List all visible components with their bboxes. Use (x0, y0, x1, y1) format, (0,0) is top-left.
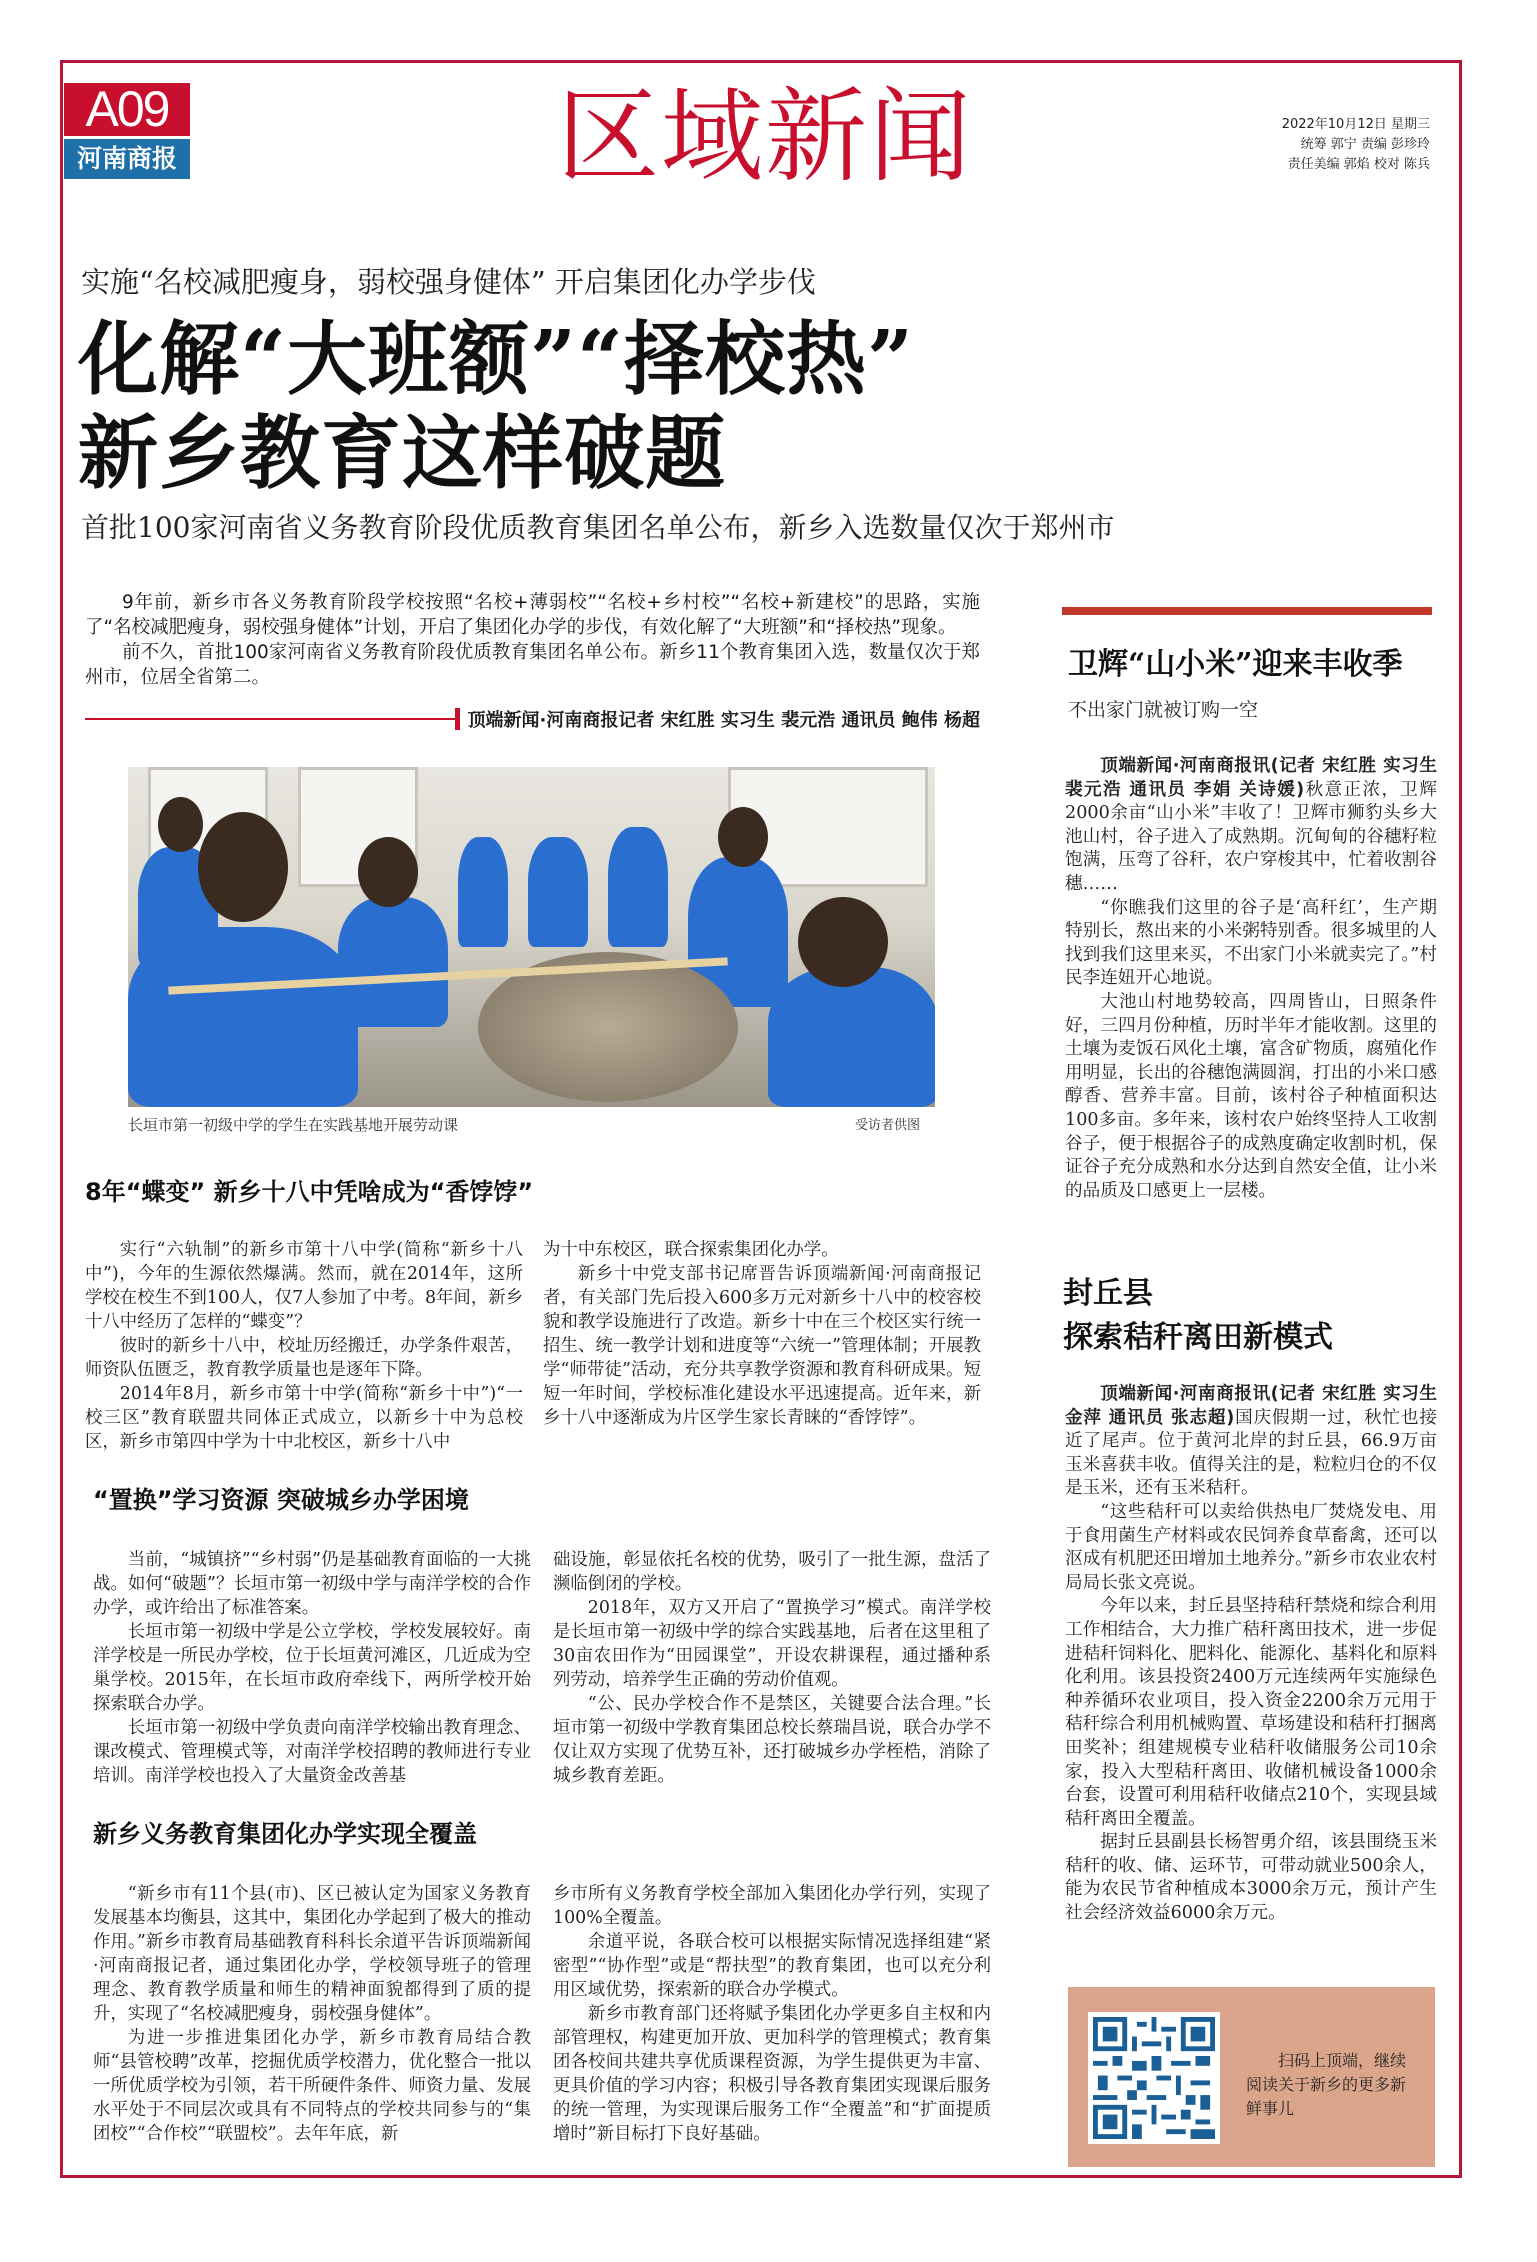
byline: 顶端新闻·河南商报记者 宋红胜 实习生 裴元浩 通讯员 鲍伟 杨超 (467, 710, 980, 731)
photo-student-head (798, 897, 888, 987)
sidebar-story-body (1065, 1383, 1437, 1926)
photo-student (608, 827, 668, 947)
article-column (93, 1882, 531, 2146)
photo-student (338, 897, 448, 1027)
sidebar-story-subtitle: 不出家门就被订购一空 (1068, 699, 1259, 721)
lead-deck: 首批100家河南省义务教育阶段优质教育集团名单公布，新乡入选数量仅次于郑州市 (81, 511, 1115, 544)
paragraph: 长垣市第一初级中学是公立学校，学校发展较好。南洋学校是一所民办学校，位于长垣黄河滩区，几近成为空巢学校。2015年，在长垣市政府牵线下，两所学校开始探索联合办学。 (93, 1622, 531, 1714)
editor-credits: 统筹 郭宁 责编 彭珍玲 (1300, 137, 1430, 152)
section-title: 区域新闻 (557, 78, 973, 197)
lead-intro (85, 590, 980, 690)
qr-code-icon[interactable] (1088, 2012, 1220, 2144)
paragraph: “新乡市有11个县(市)、区已被认定为国家义务教育发展基本均衡县，这其中，集团化办学起到了极大的推动作用。”新乡市教育局基础教育科科长余道平告诉顶端新闻·河南商报记者，通过集团化办学，学校领导班子的管理理念、教育教学质量和师生的精神面貌都得到了质的提升，实现了“名校减肥瘦身，弱校强身健体”。 (93, 1884, 531, 2024)
paragraph: 彼时的新乡十八中，校址历经搬迁，办学条件艰苦，师资队伍匮乏，教育教学质量也是逐年下降。 (85, 1336, 523, 1380)
paragraph: “公、民办学校合作不是禁区，关键要合法合理。”长垣市第一初级中学教育集团总校长蔡瑞昌说，联合办学不仅让双方实现了优势互补，还打破城乡办学桎梏，消除了城乡教育差距。 (553, 1694, 991, 1786)
article-column (85, 1238, 523, 1454)
byline-rule (85, 718, 455, 720)
photo-caption: 长垣市第一初级中学的学生在实践基地开展劳动课 (128, 1116, 459, 1134)
page-number: A09 (64, 83, 190, 136)
photo-student (528, 837, 588, 947)
qr-code-graphic (1093, 2017, 1215, 2139)
byline-marker (455, 708, 460, 730)
headline-line-1: 化解“大班额”“择校热” (78, 312, 915, 406)
article-column (543, 1238, 981, 1430)
paragraph: 础设施，彰显依托名校的优势，吸引了一批生源，盘活了濒临倒闭的学校。 (553, 1550, 991, 1594)
paragraph: 长垣市第一初级中学负责向南洋学校输出教育理念、课改模式、管理模式等，对南洋学校招聘的教师进行专业培训。南洋学校也投入了大量资金改善基 (93, 1718, 531, 1786)
paragraph: 2014年8月，新乡市第十中学(简称“新乡十中”)“一校三区”教育联盟共同体正式成立，以新乡十中为总校区，新乡市第四中学为十中北校区，新乡十八中 (85, 1384, 523, 1452)
photo-student-head (718, 807, 768, 867)
photo-student (458, 837, 508, 947)
edition-meta (1230, 115, 1430, 175)
paragraph: 新乡十中党支部书记席晋告诉顶端新闻·河南商报记者，有关部门先后投入600多万元对新乡十八中的校容校貌和教学设施进行了改造。新乡十中在三个校区实行统一招生、统一教学计划和进度等“六统一”管理体制；开展教学“师带徒”活动，充分共享教学资源和教育科研成果。短短一年时间，学校标准化建设水平迅速提高。近年来，新乡十八中逐渐成为片区学生家长青睐的“香饽饽”。 (543, 1264, 981, 1428)
byline-row (85, 706, 980, 732)
paragraph: 为十中东校区，联合探索集团化办学。 (543, 1240, 839, 1260)
paragraph: 大池山村地势较高，四周皆山，日照条件好，三四月份种植，历时半年才能收割。这里的土壤为麦饭石风化土壤，富含矿物质，腐殖化作用明显，长出的谷穗饱满圆润，打出的小米口感醇香、营养丰富。目前，该村谷子种植面积达100多亩。多年来，该村农户始终坚持人工收割谷子，便于根据谷子的成熟度确定收割时机，保证谷子充分成熟和水分达到自然安全值，让小米的品质及口感更上一层楼。 (1065, 991, 1437, 1201)
qr-promo (1068, 1987, 1435, 2167)
intro-paragraph: 前不久，首批100家河南省义务教育阶段优质教育集团名单公布。新乡11个教育集团入选，数量仅次于郑州市，位居全省第二。 (85, 642, 980, 688)
sidebar-story-title: 卫辉“山小米”迎来丰收季 (1068, 647, 1403, 682)
issue-date: 2022年10月12日 星期三 (1281, 117, 1430, 132)
paragraph: 当前，“城镇挤”“乡村弱”仍是基础教育面临的一大挑战。如何“破题”？长垣市第一初级中学与南洋学校的合作办学，或许给出了标准答案。 (93, 1550, 531, 1618)
paragraph: 今年以来，封丘县坚持秸秆禁烧和综合利用工作相结合，大力推广秸秆离田技术，进一步促进秸秆饲料化、肥料化、能源化、基料化和原料化利用。该县投资2400万元连续两年实施绿色种养循环农业项目，投入资金2200余万元用于秸秆综合利用机械购置、草场建设和秸秆打捆离田奖补；组建规模专业秸秆收储服务公司10余家，投入大型秸秆离田、收储机械设备1000余台套，设置可利用秸秆收储点210个，实现县域秸秆离田全覆盖。 (1065, 1596, 1437, 1829)
section-heading: 8年“蝶变” 新乡十八中凭啥成为“香饽饽” (85, 1178, 534, 1206)
sidebar-rule (1062, 607, 1432, 615)
article-column (553, 1548, 991, 1788)
qr-promo-text: 扫码上顶端，继续阅读关于新乡的更多新鲜事儿 (1246, 2051, 1407, 2118)
lead-text: 国庆假期一过，秋忙也接近了尾声。位于黄河北岸的封丘县，66.9万亩玉米喜获丰收。值得关注的是，粒粒归仓的不仅是玉米，还有玉米秸秆。 (1065, 1407, 1437, 1499)
lead-kicker: 实施“名校减肥瘦身，弱校强身健体” 开启集团化办学步伐 (81, 265, 816, 299)
paragraph (1065, 1383, 1437, 1501)
title-line: 探索秸秆离田新模式 (1063, 1320, 1333, 1355)
photo-student-head (158, 797, 203, 852)
photo-student (768, 967, 935, 1107)
article-column (93, 1548, 531, 1788)
photo-credit: 受访者供图 (855, 1118, 921, 1133)
section-heading: “置换”学习资源 突破城乡办学困境 (93, 1486, 469, 1514)
lead-headline (78, 312, 914, 500)
section-heading: 新乡义务教育集团化办学实现全覆盖 (93, 1820, 477, 1848)
newspaper-logo: 河南商报 (64, 139, 190, 179)
headline-line-2: 新乡教育这样破题 (78, 406, 726, 500)
paragraph: 为进一步推进集团化办学，新乡市教育局结合教师“县管校聘”改革，挖掘优质学校潜力，优化整合一批以一所优质学校为引领，若干所硬件条件、师资力量、发展水平处于不同层次或具有不同特点的学校共同参与的“集团校”“合作校”“联盟校”。去年年底，新 (93, 2028, 531, 2144)
paragraph: 2018年，双方又开启了“置换学习”模式。南洋学校是长垣市第一初级中学的综合实践基地，后者在这里租了30亩农田作为“田园课堂”，开设农耕课程，通过播种系列劳动，培养学生正确的劳动价值观。 (553, 1598, 991, 1690)
photo-student-head (198, 812, 288, 922)
paragraph: 实行“六轨制”的新乡市第十八中学(简称“新乡十八中”)，今年的生源依然爆满。然而，就在2014年，这所学校在校生不到100人，仅7人参加了中考。8年间，新乡十八中经历了怎样的“蝶变”？ (85, 1240, 523, 1332)
lead-text: 秋意正浓，卫辉2000余亩“山小米”丰收了！卫辉市狮豹头乡大池山村，谷子进入了成熟期。沉甸甸的谷穗籽粒饱满，压弯了谷秆，农户穿梭其中，忙着收割谷穗…… (1065, 779, 1437, 894)
title-line: 封丘县 (1063, 1276, 1153, 1311)
photo-student (128, 927, 358, 1107)
paragraph: 新乡市教育部门还将赋予集团化办学更多自主权和内部管理权，构建更加开放、更加科学的管理模式；教育集团各校间共建共享优质课程资源，为学生提供更为丰富、更具价值的学习内容；积极引导各教育集团实现课后服务的统一管理，为实现课后服务工作“全覆盖”和“扩面提质增时”新目标打下良好基础。 (553, 2004, 991, 2144)
paragraph: 乡市所有义务教育学校全部加入集团化办学行列，实现了100%全覆盖。 (553, 1884, 991, 1928)
dateline: 顶端新闻·河南商报讯(记者 宋红胜 实习生 金萍 通讯员 张志超) (1065, 1384, 1437, 1428)
design-credits: 责任美编 郭焰 校对 陈兵 (1287, 157, 1430, 172)
paragraph: “你瞧我们这里的谷子是‘高秆红’，生产期特别长，熬出来的小米粥特别香。很多城里的人找到我们这里来买，不出家门小米就卖完了。”村民李连妞开心地说。 (1065, 897, 1437, 989)
intro-paragraph: 9年前，新乡市各义务教育阶段学校按照“名校+薄弱校”“名校+乡村校”“名校+新建校”的思路，实施了“名校减肥瘦身，弱校强身健体”计划，开启了集团化办学的步伐，有效化解了“大班额”和“择校热”现象。 (85, 592, 980, 638)
lead-photo (128, 767, 935, 1107)
dateline: 顶端新闻·河南商报讯(记者 宋红胜 实习生 裴元浩 通讯员 李娟 关诗媛) (1065, 756, 1437, 800)
sidebar-story-title (1063, 1272, 1333, 1360)
photo-student-head (358, 837, 418, 907)
paragraph: 余道平说，各联合校可以根据实际情况选择组建“紧密型”“协作型”或是“帮扶型”的教育集团，也可以充分利用区域优势，探索新的联合办学模式。 (553, 1932, 991, 2000)
paragraph (1065, 755, 1437, 897)
paragraph: 据封丘县副县长杨智勇介绍，该县围绕玉米秸秆的收、储、运环节，可带动就业500余人，能为农民节省种植成本3000余万元，预计产生社会经济效益6000余万元。 (1065, 1832, 1437, 1924)
sidebar-story-body (1065, 755, 1437, 1203)
article-column (553, 1882, 991, 2146)
paragraph: “这些秸秆可以卖给供热电厂焚烧发电、用于食用菌生产材料或农民饲养食草畜禽，还可以沤成有机肥还田增加土地养分。”新乡市农业农村局局长张文亮说。 (1065, 1501, 1437, 1593)
